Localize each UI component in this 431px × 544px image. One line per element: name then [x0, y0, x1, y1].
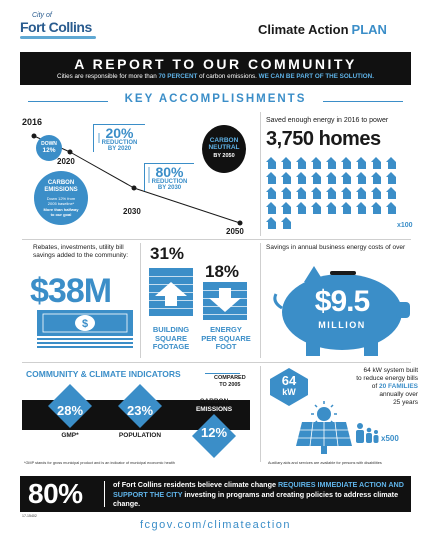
divider-vertical-bottom — [260, 366, 261, 462]
divider-vertical-mid-1 — [140, 243, 141, 358]
compared-line-1: COMPARED — [214, 375, 246, 381]
carbon-neutral-badge — [202, 125, 246, 173]
building-label-1: BUILDING — [152, 325, 190, 334]
report-subtitle — [20, 73, 411, 80]
house-icon — [281, 172, 292, 184]
rebates-text: Rebates, investments, utility bill savings added to the community: — [33, 244, 129, 259]
year-2020: 2020 — [57, 157, 75, 166]
logo-city-name: Fort Collins — [20, 19, 92, 35]
house-icon — [341, 202, 352, 214]
subtitle-prefix: Cities are responsible for more than — [57, 73, 157, 80]
savings-text: Savings in annual business energy costs of over — [266, 244, 406, 251]
house-icon — [356, 157, 367, 169]
target-2030 — [144, 163, 194, 191]
house-icon — [371, 157, 382, 169]
building-label-2: SQUARE — [154, 333, 188, 343]
carbon-emissions-label — [184, 398, 244, 414]
house-icon — [326, 202, 337, 214]
report-title: A REPORT TO OUR COMMUNITY — [74, 56, 357, 72]
divider-horizontal-2 — [22, 362, 411, 363]
solar-line-5: 25 years — [393, 399, 418, 406]
svg-text:$: $ — [81, 318, 89, 330]
energy-label-2: PER SQUARE — [201, 333, 251, 343]
energy-pct: 18% — [205, 262, 240, 281]
cap-logo-plan: PLAN — [351, 22, 387, 37]
house-icon — [341, 187, 352, 199]
house-icon — [386, 172, 397, 184]
year-2016: 2016 — [22, 117, 43, 127]
energy-brick-icon — [201, 282, 249, 322]
solar-line-2: to reduce energy bills — [356, 375, 418, 382]
document-code: 17-15402 — [22, 514, 37, 518]
house-icon — [341, 172, 352, 184]
compared-to-2005 — [214, 375, 246, 388]
solar-line-4: annually over — [379, 391, 418, 398]
solar-text — [338, 367, 418, 407]
emissions-timeline — [22, 115, 257, 240]
target-2020-by: BY 2020 — [107, 146, 132, 152]
down-pct: 12% — [42, 147, 56, 154]
compared-line-2: TO 2005 — [219, 381, 241, 388]
year-2030: 2030 — [123, 207, 141, 216]
house-icon — [311, 172, 322, 184]
indicators-rule — [205, 373, 240, 374]
money-stack-icon — [35, 306, 135, 350]
house-icon — [296, 172, 307, 184]
solar-multiplier: x500 — [381, 434, 399, 443]
savings-big: $9.5 — [314, 285, 370, 318]
house-icon — [281, 187, 292, 199]
population-label: POPULATION — [118, 432, 162, 439]
rebates-big: $38M — [30, 272, 112, 310]
gmp-footnote: *GMP stands for gross municipal product and is an indicator of municipal economic health — [24, 461, 175, 465]
target-2020-label: REDUCTION — [101, 140, 138, 146]
solar-families: 20 FAMILIES — [378, 383, 418, 390]
neutral-line2: NEUTRAL — [208, 144, 240, 151]
savings-unit: MILLION — [318, 320, 366, 330]
family-icon — [354, 422, 380, 444]
building-label-3: FOOTAGE — [152, 342, 190, 351]
solar-panel-icon — [296, 418, 352, 454]
gmp-pct: 28% — [56, 403, 84, 418]
target-2030-pct: 80% — [155, 164, 184, 180]
house-icon — [311, 202, 322, 214]
solar-line-3 — [338, 383, 418, 391]
footer-text — [113, 480, 405, 509]
building-brick-icon — [147, 264, 195, 320]
footer-text-end: and creating policies to address climate change. — [113, 489, 399, 508]
footer-separator — [104, 481, 105, 507]
house-icon — [266, 202, 277, 214]
house-icon — [296, 202, 307, 214]
energy-label-1: ENERGY — [210, 325, 242, 334]
house-icon — [311, 157, 322, 169]
house-icon — [326, 172, 337, 184]
emissions-label-2: EMISSIONS — [195, 406, 233, 413]
energy-label-3: FOOT — [215, 342, 237, 351]
house-icon — [266, 157, 277, 169]
house-icon — [371, 202, 382, 214]
house-icon — [386, 202, 397, 214]
emissions-label-1: CARBON — [199, 398, 229, 405]
kw-unit: kW — [282, 387, 296, 397]
divider-horizontal-1 — [22, 239, 411, 240]
website-link[interactable]: fcgov.com/climateaction — [139, 519, 292, 531]
divider-vertical-top — [260, 112, 261, 236]
solar-line-1: 64 kW system built — [363, 367, 418, 374]
house-icon — [326, 187, 337, 199]
homes-powered — [266, 115, 414, 235]
kw-value: 64 — [281, 373, 297, 388]
house-icon — [356, 172, 367, 184]
emissions-title: CARBON EMISSIONS — [44, 180, 78, 193]
neutral-line1: CARBON — [209, 137, 239, 144]
aux-aids-note: Auxiliary aids and services are available for persons with disabilities — [268, 461, 382, 465]
homes-big: 3,750 homes — [266, 128, 381, 150]
indicators-title: COMMUNITY & CLIMATE INDICATORS — [26, 369, 181, 379]
house-icon — [266, 172, 277, 184]
house-icon — [266, 187, 277, 199]
house-icon — [341, 157, 352, 169]
emissions-desc: Down 12% from 2005 baseline* — [46, 196, 76, 206]
house-icon — [356, 187, 367, 199]
down-label: DOWN — [41, 141, 57, 147]
year-2050: 2050 — [226, 227, 244, 236]
target-2020-pct: 20% — [105, 125, 134, 141]
footer-text-prefix: of Fort Collins residents believe climate change — [113, 480, 276, 489]
footer-highlight-requires: REQUIRES — [277, 480, 316, 489]
house-icon-grid — [266, 157, 399, 229]
house-icon — [356, 202, 367, 214]
house-icon — [296, 157, 307, 169]
divider-vertical-mid-2 — [260, 243, 261, 358]
footer-highlight-action: IMMEDIATE ACTION AND SUPPORT THE CITY — [113, 480, 404, 499]
house-icon — [386, 187, 397, 199]
target-2030-by: BY 2030 — [157, 185, 182, 191]
logo-swoosh-icon — [20, 36, 96, 39]
key-accomplishments-title: KEY ACCOMPLISHMENTS — [124, 93, 307, 105]
house-icon — [281, 202, 292, 214]
homes-intro: Saved enough energy in 2016 to power — [266, 117, 389, 124]
gmp-label: GMP* — [61, 432, 79, 439]
fort-collins-logo — [20, 12, 100, 42]
footer-big-pct: 80% — [28, 478, 83, 509]
subtitle-mid: of carbon emissions. — [199, 73, 257, 80]
house-icon — [386, 157, 397, 169]
target-2030-label: REDUCTION — [151, 179, 188, 185]
carbon-emissions-circle — [34, 171, 88, 225]
neutral-line3: BY 2050 — [213, 153, 235, 159]
house-icon — [371, 172, 382, 184]
cap-logo-text: Climate Action — [258, 22, 349, 37]
house-icon — [371, 187, 382, 199]
population-pct: 23% — [126, 403, 154, 418]
house-icon — [296, 187, 307, 199]
building-pct: 31% — [150, 244, 185, 263]
logo-city-of: City of — [32, 12, 52, 19]
house-icon — [311, 187, 322, 199]
house-icon — [281, 157, 292, 169]
subtitle-highlight-70: 70 PERCENT — [158, 73, 198, 80]
energy-label — [196, 326, 256, 352]
target-2020 — [93, 124, 145, 152]
emissions-note: More than halfway to our goal — [43, 207, 79, 217]
house-icon — [266, 217, 277, 229]
subtitle-highlight-solution: WE CAN BE PART OF THE SOLUTION. — [258, 73, 374, 80]
homes-multiplier: x100 — [397, 222, 413, 229]
solar-line-3-prefix: of — [371, 383, 378, 390]
title-banner — [20, 52, 411, 85]
climate-action-plan-logo — [258, 22, 387, 37]
house-icon — [326, 157, 337, 169]
house-icon — [281, 217, 292, 229]
building-label — [143, 326, 199, 352]
footer-text-mid: investing in programs — [184, 489, 260, 499]
emissions-pct: 12% — [200, 425, 228, 440]
